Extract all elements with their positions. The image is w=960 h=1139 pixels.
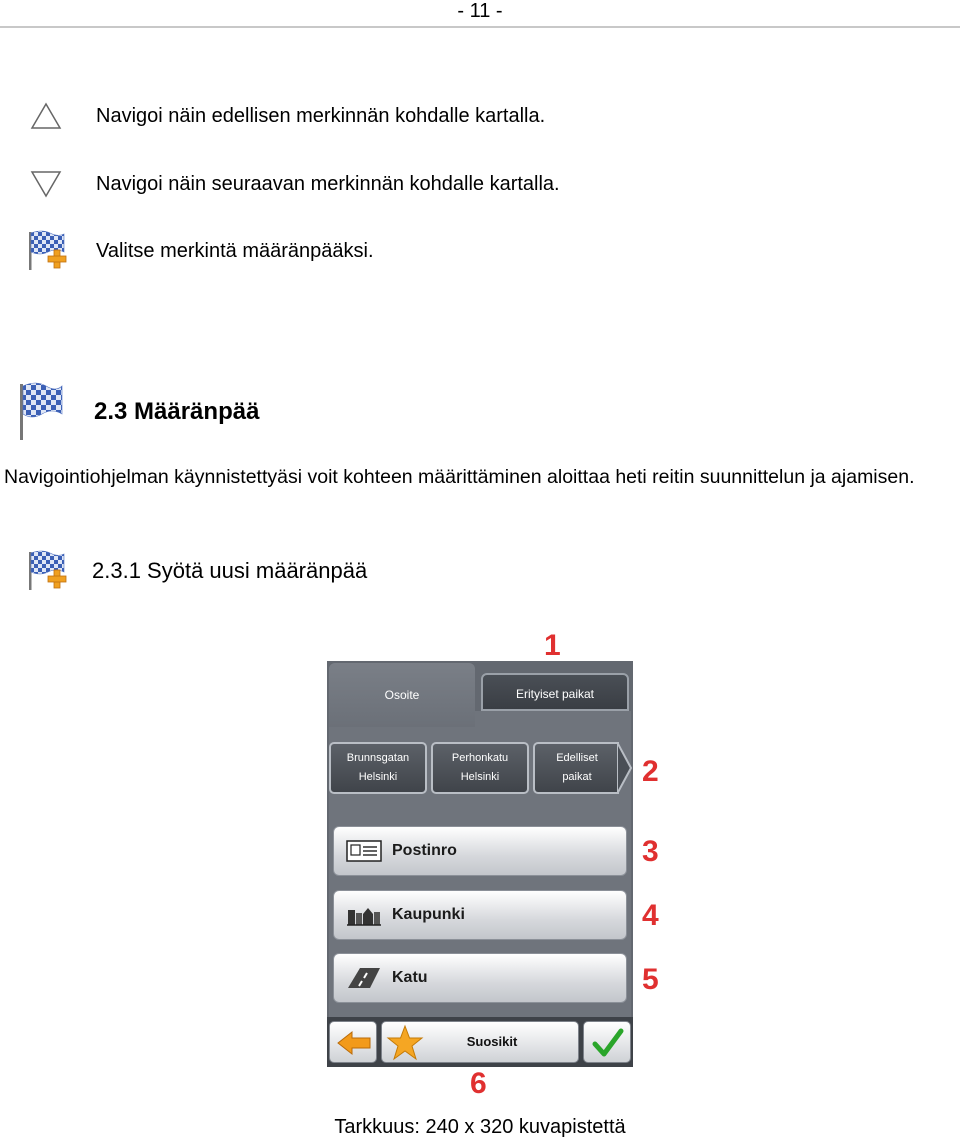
postcode-button[interactable] <box>333 826 627 876</box>
select-destination-text: Valitse merkintä määränpääksi. <box>96 240 374 262</box>
checkered-flag-icon <box>16 380 66 442</box>
checkmark-icon <box>592 1028 624 1058</box>
tab-special-places[interactable]: Erityiset paikat <box>481 673 629 711</box>
triangle-down-icon <box>30 170 62 198</box>
back-button[interactable] <box>329 1021 377 1063</box>
subsection-heading: 2.3.1 Syötä uusi määränpää <box>92 558 368 583</box>
recent-line1: Edelliset <box>556 752 598 764</box>
device-screenshot <box>327 661 633 1067</box>
recent-destination-1[interactable] <box>329 742 427 794</box>
recent-destination-2[interactable] <box>431 742 529 794</box>
arrow-right-icon <box>617 742 633 794</box>
section-paragraph: Navigointiohjelman käynnistettyäsi voit kohteen määrittäminen aloittaa heti reitin suunnittelun ja ajamisen. <box>4 466 915 488</box>
callout-6: 6 <box>470 1067 487 1100</box>
bottom-toolbar <box>327 1017 633 1067</box>
favorites-button[interactable] <box>381 1021 579 1063</box>
callout-5: 5 <box>642 963 659 996</box>
tab-address[interactable]: Osoite <box>329 663 475 727</box>
road-icon <box>346 967 382 989</box>
street-button[interactable] <box>333 953 627 1003</box>
previous-places-button[interactable] <box>533 742 619 794</box>
recent-line2: paikat <box>562 771 592 783</box>
recent-line2: Helsinki <box>358 771 398 783</box>
city-button[interactable] <box>333 890 627 940</box>
callout-2: 2 <box>642 755 659 788</box>
triangle-up-icon <box>30 102 62 130</box>
city-label: Kaupunki <box>392 906 465 923</box>
favorites-label: Suosikit <box>466 1034 518 1049</box>
flag-plus-icon <box>26 548 70 592</box>
id-card-icon <box>346 840 382 862</box>
postcode-label: Postinro <box>392 842 457 859</box>
callout-4: 4 <box>642 899 659 932</box>
recent-line1: Brunnsgatan <box>346 752 410 764</box>
header-rule <box>0 26 960 28</box>
section-heading: 2.3 Määränpää <box>94 398 260 425</box>
page-number: - 11 - <box>457 0 503 22</box>
callout-1: 1 <box>544 629 561 662</box>
nav-next-text: Navigoi näin seuraavan merkinnän kohdalle kartalla. <box>96 173 560 195</box>
city-icon <box>346 904 382 926</box>
resolution-caption: Tarkkuus: 240 x 320 kuvapistettä <box>334 1116 626 1138</box>
arrow-left-icon <box>336 1030 372 1056</box>
callout-3: 3 <box>642 835 659 868</box>
flag-plus-icon <box>26 228 70 272</box>
street-label: Katu <box>392 969 428 986</box>
recent-line2: Helsinki <box>460 771 500 783</box>
confirm-button[interactable] <box>583 1021 631 1063</box>
recent-line1: Perhonkatu <box>451 752 509 764</box>
nav-previous-text: Navigoi näin edellisen merkinnän kohdalle kartalla. <box>96 105 546 127</box>
